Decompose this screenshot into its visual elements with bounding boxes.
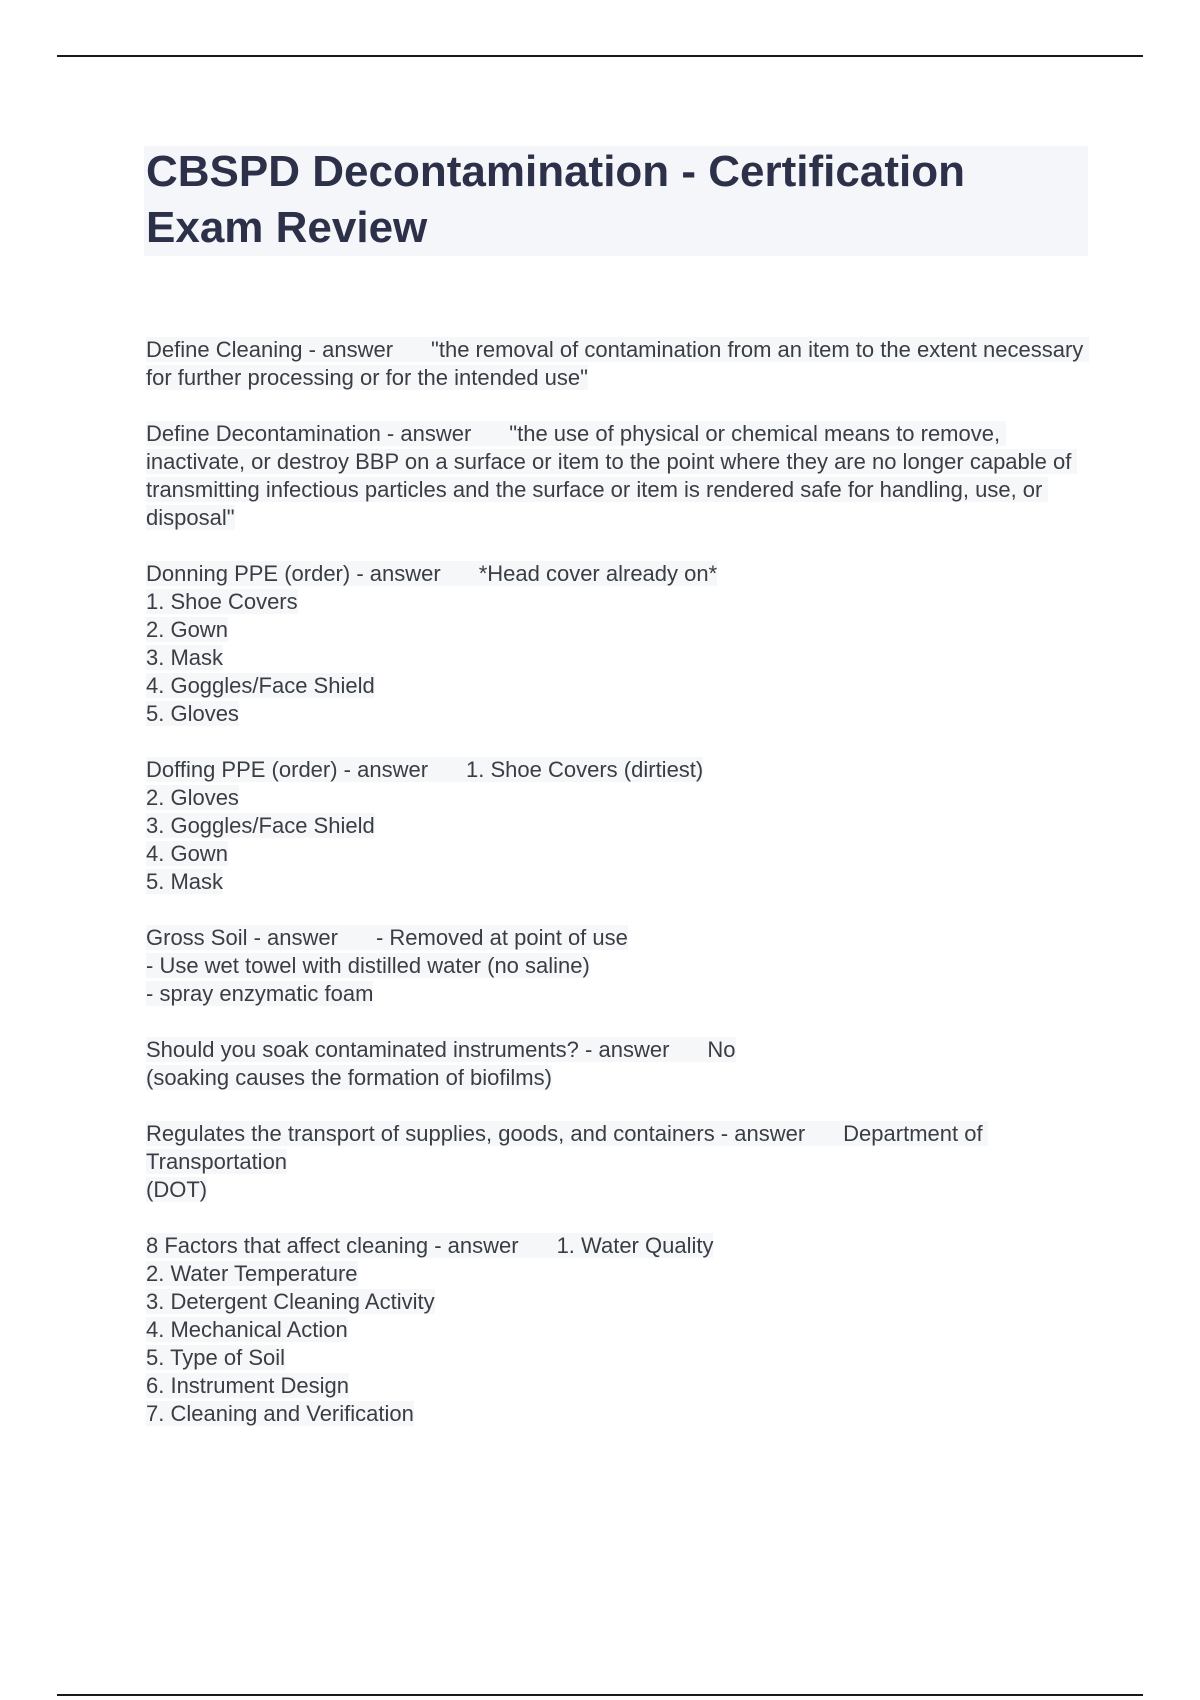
flashcard: [146, 420, 1091, 532]
flashcard: [146, 1036, 1091, 1092]
answer-line: 2. Water Temperature: [146, 1261, 358, 1286]
answer-text: No: [707, 1037, 736, 1062]
answer-text: Department of Transportation: [146, 1121, 989, 1174]
answer-line: 2. Gown: [146, 617, 228, 642]
question-text: Donning PPE (order) - answer: [146, 561, 441, 586]
answer-line: 3. Goggles/Face Shield: [146, 813, 375, 838]
answer-line: - spray enzymatic foam: [146, 981, 374, 1006]
answer-line: 4. Gown: [146, 841, 228, 866]
question-text: Define Decontamination - answer: [146, 421, 472, 446]
answer-line: 2. Gloves: [146, 785, 239, 810]
question-text: 8 Factors that affect cleaning - answer: [146, 1233, 519, 1258]
flashcard: [146, 336, 1091, 392]
flashcard: [146, 560, 1091, 728]
answer-line: 3. Detergent Cleaning Activity: [146, 1289, 435, 1314]
answer-text: "the use of physical or chemical means to remove, inactivate, or destroy BBP on a surface or item to the point where they are no longer capable of transmitting infectious particles and the surface or item is rendered safe for handling, use, or disposal": [146, 421, 1078, 530]
flashcard: [146, 1120, 1091, 1204]
answer-line: (DOT): [146, 1177, 208, 1202]
answer-line: (soaking causes the formation of biofilms): [146, 1065, 552, 1090]
answer-text: "the removal of contamination from an item to the extent necessary for further processing or for the intended use": [146, 337, 1090, 390]
answer-line: 6. Instrument Design: [146, 1373, 349, 1398]
flashcard-list: [146, 336, 1091, 1456]
answer-line: 1. Shoe Covers: [146, 589, 298, 614]
answer-line: 4. Mechanical Action: [146, 1317, 348, 1342]
answer-line: 7. Cleaning and Verification: [146, 1401, 414, 1426]
bottom-rule: [57, 1694, 1143, 1696]
flashcard: [146, 924, 1091, 1008]
answer-line: 5. Mask: [146, 869, 224, 894]
top-rule: [57, 55, 1143, 57]
answer-line: 3. Mask: [146, 645, 224, 670]
answer-line: 5. Type of Soil: [146, 1345, 286, 1370]
question-text: Gross Soil - answer: [146, 925, 338, 950]
answer-line: 4. Goggles/Face Shield: [146, 673, 375, 698]
answer-text: - Removed at point of use: [375, 925, 628, 950]
question-text: Define Cleaning - answer: [146, 337, 394, 362]
question-text: Doffing PPE (order) - answer: [146, 757, 429, 782]
flashcard: [146, 1232, 1091, 1428]
question-text: Should you soak contaminated instruments? - answer: [146, 1037, 670, 1062]
answer-line: - Use wet towel with distilled water (no saline): [146, 953, 590, 978]
answer-text: 1. Shoe Covers (dirtiest): [466, 757, 704, 782]
answer-text: 1. Water Quality: [556, 1233, 714, 1258]
question-text: Regulates the transport of supplies, goods, and containers - answer: [146, 1121, 806, 1146]
flashcard: [146, 756, 1091, 896]
answer-line: 5. Gloves: [146, 701, 239, 726]
page-title: CBSPD Decontamination - Certification Exam Review: [146, 147, 965, 252]
answer-text: *Head cover already on*: [478, 561, 718, 586]
